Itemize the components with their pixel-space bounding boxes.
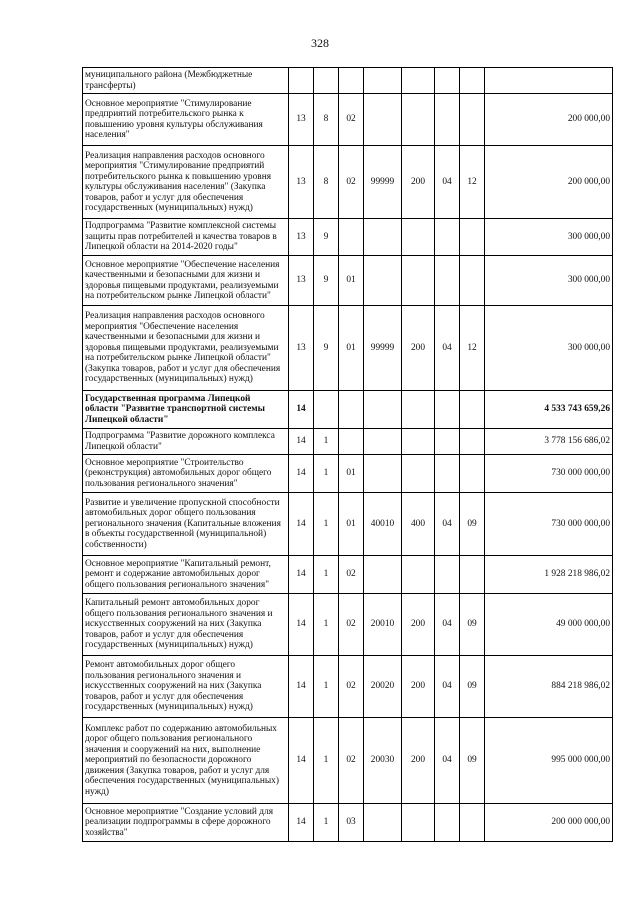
amount-cell: 884 218 986,02: [485, 656, 613, 718]
amount-cell: 200 000,00: [485, 146, 613, 219]
section-code-cell: 04: [435, 493, 460, 556]
program-code-cell: 14: [289, 804, 314, 842]
direction-code-cell: [364, 429, 402, 455]
table-row: [83, 556, 613, 594]
row-description: Комплекс работ по содержанию автомобильных дорог общего пользования регионального значения и сооружений на них, выполнение мероприятий по безопасности дорожного движения (Закупка товаров, работ и услуг для обеспечения государственных (муниципальных) нужд): [83, 718, 289, 804]
direction-code-cell: 99999: [364, 306, 402, 391]
expense-type-code-cell: [402, 256, 435, 306]
subsection-code-cell: [460, 556, 485, 594]
amount-cell: 4 533 743 659,26: [485, 391, 613, 429]
activity-code-cell: 02: [339, 656, 364, 718]
direction-code-cell: [364, 94, 402, 146]
table-row: [83, 656, 613, 718]
subsection-code-cell: [460, 68, 485, 94]
activity-code-cell: 02: [339, 718, 364, 804]
activity-code-cell: 02: [339, 556, 364, 594]
program-code-cell: 14: [289, 429, 314, 455]
activity-code-cell: [339, 68, 364, 94]
section-code-cell: [435, 804, 460, 842]
section-code-cell: [435, 455, 460, 493]
activity-code-cell: [339, 219, 364, 256]
expense-type-code-cell: [402, 455, 435, 493]
program-code-cell: 14: [289, 493, 314, 556]
activity-code-cell: 02: [339, 146, 364, 219]
subsection-code-cell: 09: [460, 594, 485, 656]
subprogram-code-cell: 9: [314, 256, 339, 306]
row-description: Реализация направления расходов основного мероприятия "Обеспечение населения качественными и безопасными для жизни и здоровья пищевыми продуктами, реализуемыми на потребительском рынке Липецкой области" (Закупка товаров, работ и услуг для обеспечения государственных (муниципальных) нужд): [83, 306, 289, 391]
program-code-cell: [289, 68, 314, 94]
program-code-cell: 13: [289, 94, 314, 146]
section-code-cell: [435, 556, 460, 594]
row-description: Реализация направления расходов основного мероприятия "Стимулирование предприятий потребительского рынка к повышению уровня культуры обслуживания населения" (Закупка товаров, работ и услуг для обеспечения государственных (муниципальных) нужд): [83, 146, 289, 219]
budget-table-body: [83, 68, 613, 842]
section-code-cell: [435, 94, 460, 146]
activity-code-cell: 02: [339, 94, 364, 146]
amount-cell: 3 778 156 686,02: [485, 429, 613, 455]
program-code-cell: 14: [289, 656, 314, 718]
table-row: [83, 493, 613, 556]
program-code-cell: 14: [289, 391, 314, 429]
section-code-cell: [435, 391, 460, 429]
row-description: Основное мероприятие "Стимулирование предприятий потребительского рынка к повышению уровня культуры обслуживания населения": [83, 94, 289, 146]
direction-code-cell: [364, 68, 402, 94]
subprogram-code-cell: 8: [314, 94, 339, 146]
activity-code-cell: [339, 391, 364, 429]
amount-cell: 49 000 000,00: [485, 594, 613, 656]
table-row: [83, 306, 613, 391]
subprogram-code-cell: 1: [314, 493, 339, 556]
activity-code-cell: 01: [339, 493, 364, 556]
table-row: [83, 256, 613, 306]
subsection-code-cell: 09: [460, 493, 485, 556]
expense-type-code-cell: [402, 804, 435, 842]
program-code-cell: 13: [289, 256, 314, 306]
subprogram-code-cell: 1: [314, 594, 339, 656]
direction-code-cell: [364, 256, 402, 306]
row-description: Подпрограмма "Развитие дорожного комплекса Липецкой области": [83, 429, 289, 455]
activity-code-cell: 01: [339, 455, 364, 493]
program-code-cell: 14: [289, 556, 314, 594]
subsection-code-cell: 09: [460, 718, 485, 804]
section-code-cell: 04: [435, 656, 460, 718]
amount-cell: 730 000 000,00: [485, 493, 613, 556]
direction-code-cell: [364, 556, 402, 594]
table-row: [83, 94, 613, 146]
table-row: [83, 804, 613, 842]
table-row: [83, 455, 613, 493]
subprogram-code-cell: 1: [314, 656, 339, 718]
row-description: Ремонт автомобильных дорог общего пользования регионального значения и искусственных сооружений на них (Закупка товаров, работ и услуг для обеспечения государственных (муниципальных) нужд): [83, 656, 289, 718]
subprogram-code-cell: 8: [314, 146, 339, 219]
expense-type-code-cell: [402, 68, 435, 94]
amount-cell: 995 000 000,00: [485, 718, 613, 804]
subprogram-code-cell: 1: [314, 718, 339, 804]
subsection-code-cell: [460, 429, 485, 455]
subprogram-code-cell: 9: [314, 219, 339, 256]
expense-type-code-cell: [402, 429, 435, 455]
direction-code-cell: [364, 804, 402, 842]
program-code-cell: 14: [289, 455, 314, 493]
expense-type-code-cell: 200: [402, 718, 435, 804]
table-row: [83, 594, 613, 656]
table-row: [83, 391, 613, 429]
subsection-code-cell: [460, 804, 485, 842]
activity-code-cell: 01: [339, 306, 364, 391]
program-code-cell: 13: [289, 146, 314, 219]
table-row: [83, 219, 613, 256]
program-code-cell: 14: [289, 594, 314, 656]
subprogram-code-cell: 1: [314, 455, 339, 493]
expense-type-code-cell: [402, 556, 435, 594]
section-code-cell: 04: [435, 146, 460, 219]
amount-cell: 1 928 218 986,02: [485, 556, 613, 594]
activity-code-cell: 03: [339, 804, 364, 842]
row-description: муниципального района (Межбюджетные трансферты): [83, 68, 289, 94]
table-row: [83, 68, 613, 94]
table-row: [83, 146, 613, 219]
row-description: Капитальный ремонт автомобильных дорог общего пользования регионального значения и искусственных сооружений на них (Закупка товаров, работ и услуг для обеспечения государственных (муниципальных) нужд): [83, 594, 289, 656]
page-number: 328: [311, 36, 329, 50]
expense-type-code-cell: 400: [402, 493, 435, 556]
amount-cell: [485, 68, 613, 94]
expense-type-code-cell: 200: [402, 594, 435, 656]
section-code-cell: 04: [435, 306, 460, 391]
row-description: Основное мероприятие "Создание условий для реализации подпрограммы в сфере дорожного хозяйства": [83, 804, 289, 842]
section-code-cell: [435, 68, 460, 94]
direction-code-cell: [364, 219, 402, 256]
subprogram-code-cell: [314, 391, 339, 429]
expense-type-code-cell: [402, 391, 435, 429]
subsection-code-cell: [460, 455, 485, 493]
direction-code-cell: 20030: [364, 718, 402, 804]
row-description: Основное мероприятие "Обеспечение населения качественными и безопасными для жизни и здоровья пищевыми продуктами, реализуемыми на потребительском рынке Липецкой области": [83, 256, 289, 306]
section-code-cell: [435, 256, 460, 306]
subprogram-code-cell: 1: [314, 556, 339, 594]
subsection-code-cell: [460, 219, 485, 256]
section-code-cell: 04: [435, 594, 460, 656]
direction-code-cell: 20010: [364, 594, 402, 656]
row-description: Основное мероприятие "Строительство (реконструкция) автомобильных дорог общего пользования регионального значения": [83, 455, 289, 493]
subprogram-code-cell: 9: [314, 306, 339, 391]
amount-cell: 730 000 000,00: [485, 455, 613, 493]
direction-code-cell: [364, 391, 402, 429]
budget-table: [82, 67, 613, 842]
direction-code-cell: 20020: [364, 656, 402, 718]
row-description: Подпрограмма "Развитие комплексной системы защиты прав потребителей и качества товаров в Липецкой области на 2014-2020 годы": [83, 219, 289, 256]
subsection-code-cell: [460, 256, 485, 306]
expense-type-code-cell: 200: [402, 306, 435, 391]
row-description: Государственная программа Липецкой области "Развитие транспортной системы Липецкой области": [83, 391, 289, 429]
subsection-code-cell: 12: [460, 146, 485, 219]
table-row: [83, 429, 613, 455]
activity-code-cell: 02: [339, 594, 364, 656]
subsection-code-cell: 09: [460, 656, 485, 718]
subprogram-code-cell: 1: [314, 429, 339, 455]
amount-cell: 300 000,00: [485, 219, 613, 256]
expense-type-code-cell: 200: [402, 146, 435, 219]
subsection-code-cell: [460, 391, 485, 429]
activity-code-cell: [339, 429, 364, 455]
direction-code-cell: [364, 455, 402, 493]
program-code-cell: 14: [289, 718, 314, 804]
subsection-code-cell: [460, 94, 485, 146]
program-code-cell: 13: [289, 306, 314, 391]
subsection-code-cell: 12: [460, 306, 485, 391]
expense-type-code-cell: [402, 94, 435, 146]
expense-type-code-cell: [402, 219, 435, 256]
amount-cell: 300 000,00: [485, 306, 613, 391]
direction-code-cell: 99999: [364, 146, 402, 219]
program-code-cell: 13: [289, 219, 314, 256]
table-row: [83, 718, 613, 804]
row-description: Развитие и увеличение пропускной способности автомобильных дорог общего пользования регионального значения (Капитальные вложения в объекты государственной (муниципальной) собственности): [83, 493, 289, 556]
section-code-cell: [435, 219, 460, 256]
direction-code-cell: 40010: [364, 493, 402, 556]
activity-code-cell: 01: [339, 256, 364, 306]
subprogram-code-cell: 1: [314, 804, 339, 842]
section-code-cell: [435, 429, 460, 455]
amount-cell: 200 000,00: [485, 94, 613, 146]
row-description: Основное мероприятие "Капитальный ремонт, ремонт и содержание автомобильных дорог общего пользования регионального значения": [83, 556, 289, 594]
amount-cell: 200 000 000,00: [485, 804, 613, 842]
section-code-cell: 04: [435, 718, 460, 804]
subprogram-code-cell: [314, 68, 339, 94]
expense-type-code-cell: 200: [402, 656, 435, 718]
amount-cell: 300 000,00: [485, 256, 613, 306]
